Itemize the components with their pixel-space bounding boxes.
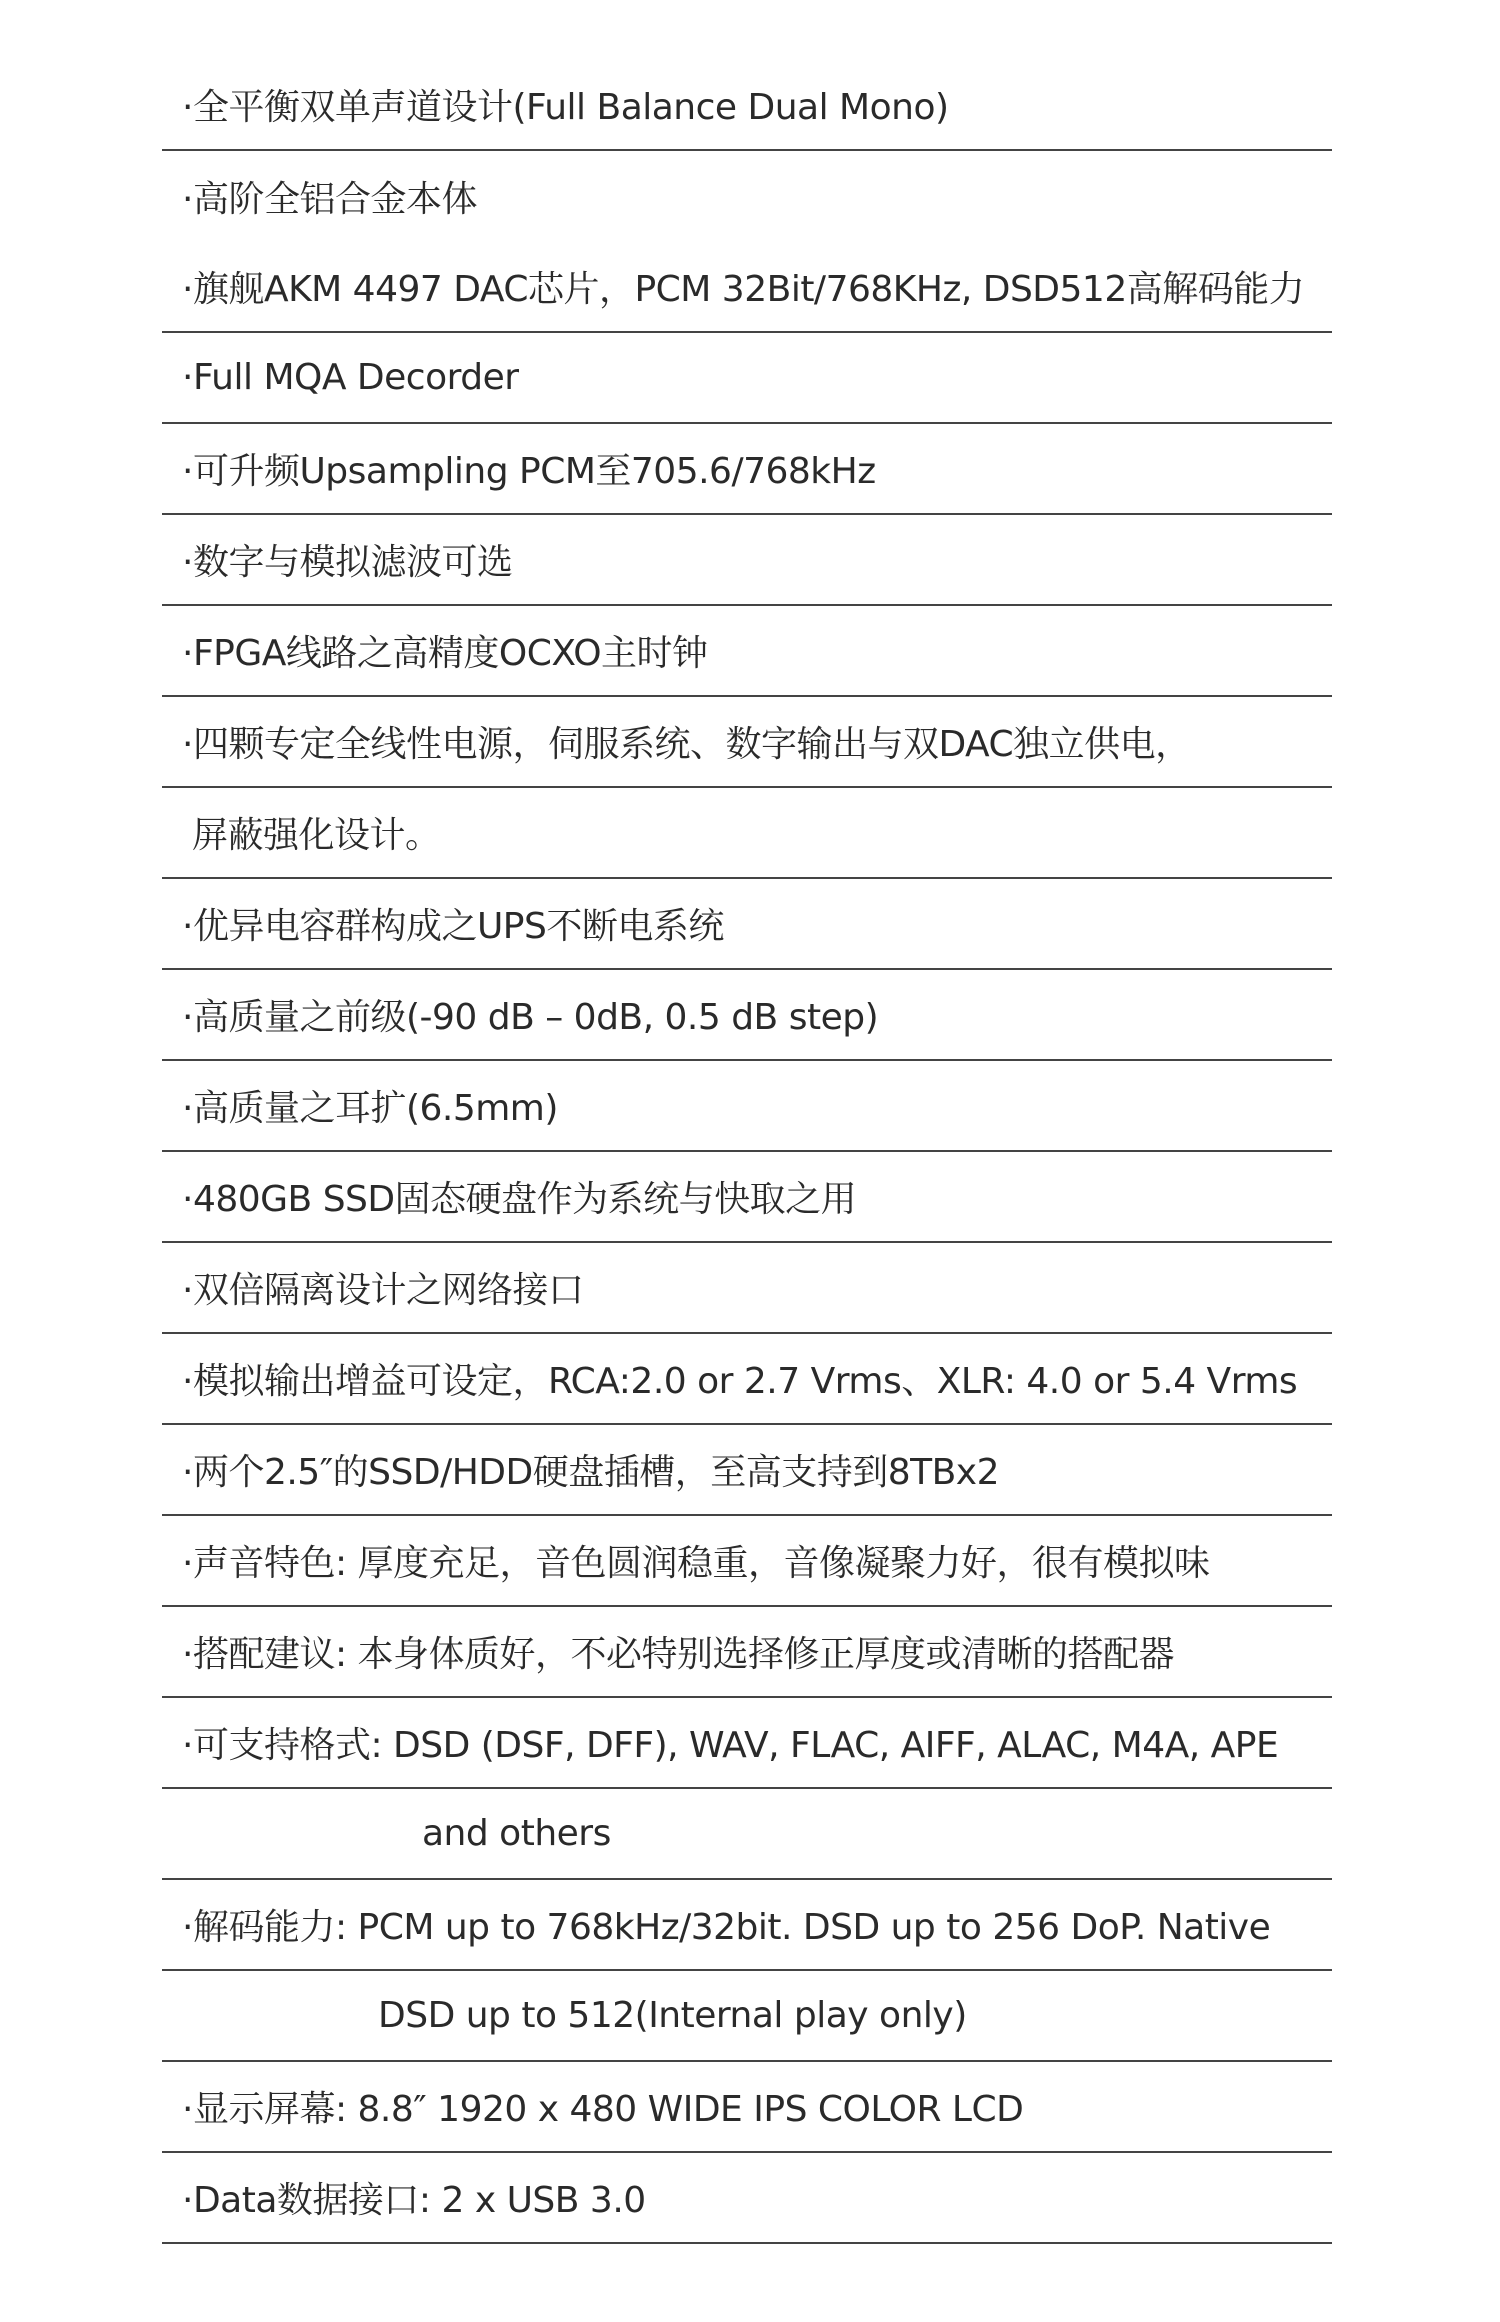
spec-row [162, 879, 1332, 970]
spec-row [162, 1880, 1332, 1971]
spec-text: ·高质量之耳扩(6.5mm) [182, 1088, 558, 1129]
spec-text: 屏蔽强化设计。 [192, 815, 441, 856]
spec-row [162, 515, 1332, 606]
spec-text: ·声音特色: 厚度充足，音色圆润稳重，音像凝聚力好，很有模拟味 [182, 1543, 1210, 1584]
spec-row [162, 1061, 1332, 1152]
spec-row [162, 242, 1332, 333]
spec-row [162, 60, 1332, 151]
spec-row [162, 1698, 1332, 1789]
spec-row [162, 1152, 1332, 1243]
spec-text: ·旗舰AKM 4497 DAC芯片，PCM 32Bit/768KHz, DSD512高解码能力 [182, 269, 1305, 310]
spec-row [162, 2153, 1332, 2244]
spec-text: ·两个2.5″的SSD/HDD硬盘插槽，至高支持到8TBx2 [182, 1452, 1000, 1493]
spec-row [162, 1789, 1332, 1880]
spec-row [162, 424, 1332, 515]
spec-text: ·高阶全铝合金本体 [182, 179, 477, 220]
spec-row [162, 788, 1332, 879]
spec-row [162, 1971, 1332, 2062]
spec-text: ·高质量之前级(-90 dB – 0dB, 0.5 dB step) [182, 997, 879, 1038]
spec-text: ·Full MQA Decorder [182, 357, 519, 398]
spec-text: ·全平衡双单声道设计(Full Balance Dual Mono) [182, 87, 949, 128]
spec-row [162, 970, 1332, 1061]
spec-text: and others [422, 1813, 611, 1854]
spec-text: ·显示屏幕: 8.8″ 1920 x 480 WIDE IPS COLOR LCD [182, 2089, 1024, 2130]
spec-row [162, 151, 1332, 242]
spec-text: ·解码能力: PCM up to 768kHz/32bit. DSD up to 256 DoP. Native [182, 1907, 1271, 1948]
spec-row [162, 697, 1332, 788]
spec-row [162, 1425, 1332, 1516]
spec-row [162, 1516, 1332, 1607]
spec-row [162, 606, 1332, 697]
spec-row [162, 1334, 1332, 1425]
spec-text: ·模拟输出增益可设定，RCA:2.0 or 2.7 Vrms、XLR: 4.0 or 5.4 Vrms [182, 1361, 1298, 1402]
spec-text: DSD up to 512(Internal play only) [378, 1995, 967, 2036]
spec-text: ·可升频Upsampling PCM至705.6/768kHz [182, 451, 876, 492]
spec-text: ·优异电容群构成之UPS不断电系统 [182, 906, 724, 947]
spec-list [162, 60, 1332, 2244]
spec-text: ·Data数据接口: 2 x USB 3.0 [182, 2180, 646, 2221]
spec-text: ·搭配建议: 本身体质好，不必特别选择修正厚度或清晰的搭配器 [182, 1634, 1175, 1675]
spec-text: ·四颗专定全线性电源，伺服系统、数字输出与双DAC独立供电， [182, 724, 1191, 765]
spec-text: ·双倍隔离设计之网络接口 [182, 1270, 584, 1311]
spec-text: ·480GB SSD固态硬盘作为系统与快取之用 [182, 1179, 857, 1220]
spec-row [162, 333, 1332, 424]
spec-text: ·FPGA线路之高精度OCXO主时钟 [182, 633, 708, 674]
spec-row [162, 1243, 1332, 1334]
spec-row [162, 1607, 1332, 1698]
spec-row [162, 2062, 1332, 2153]
spec-text: ·可支持格式: DSD (DSF, DFF), WAV, FLAC, AIFF, ALAC, M4A, APE [182, 1725, 1279, 1766]
spec-text: ·数字与模拟滤波可选 [182, 542, 513, 583]
